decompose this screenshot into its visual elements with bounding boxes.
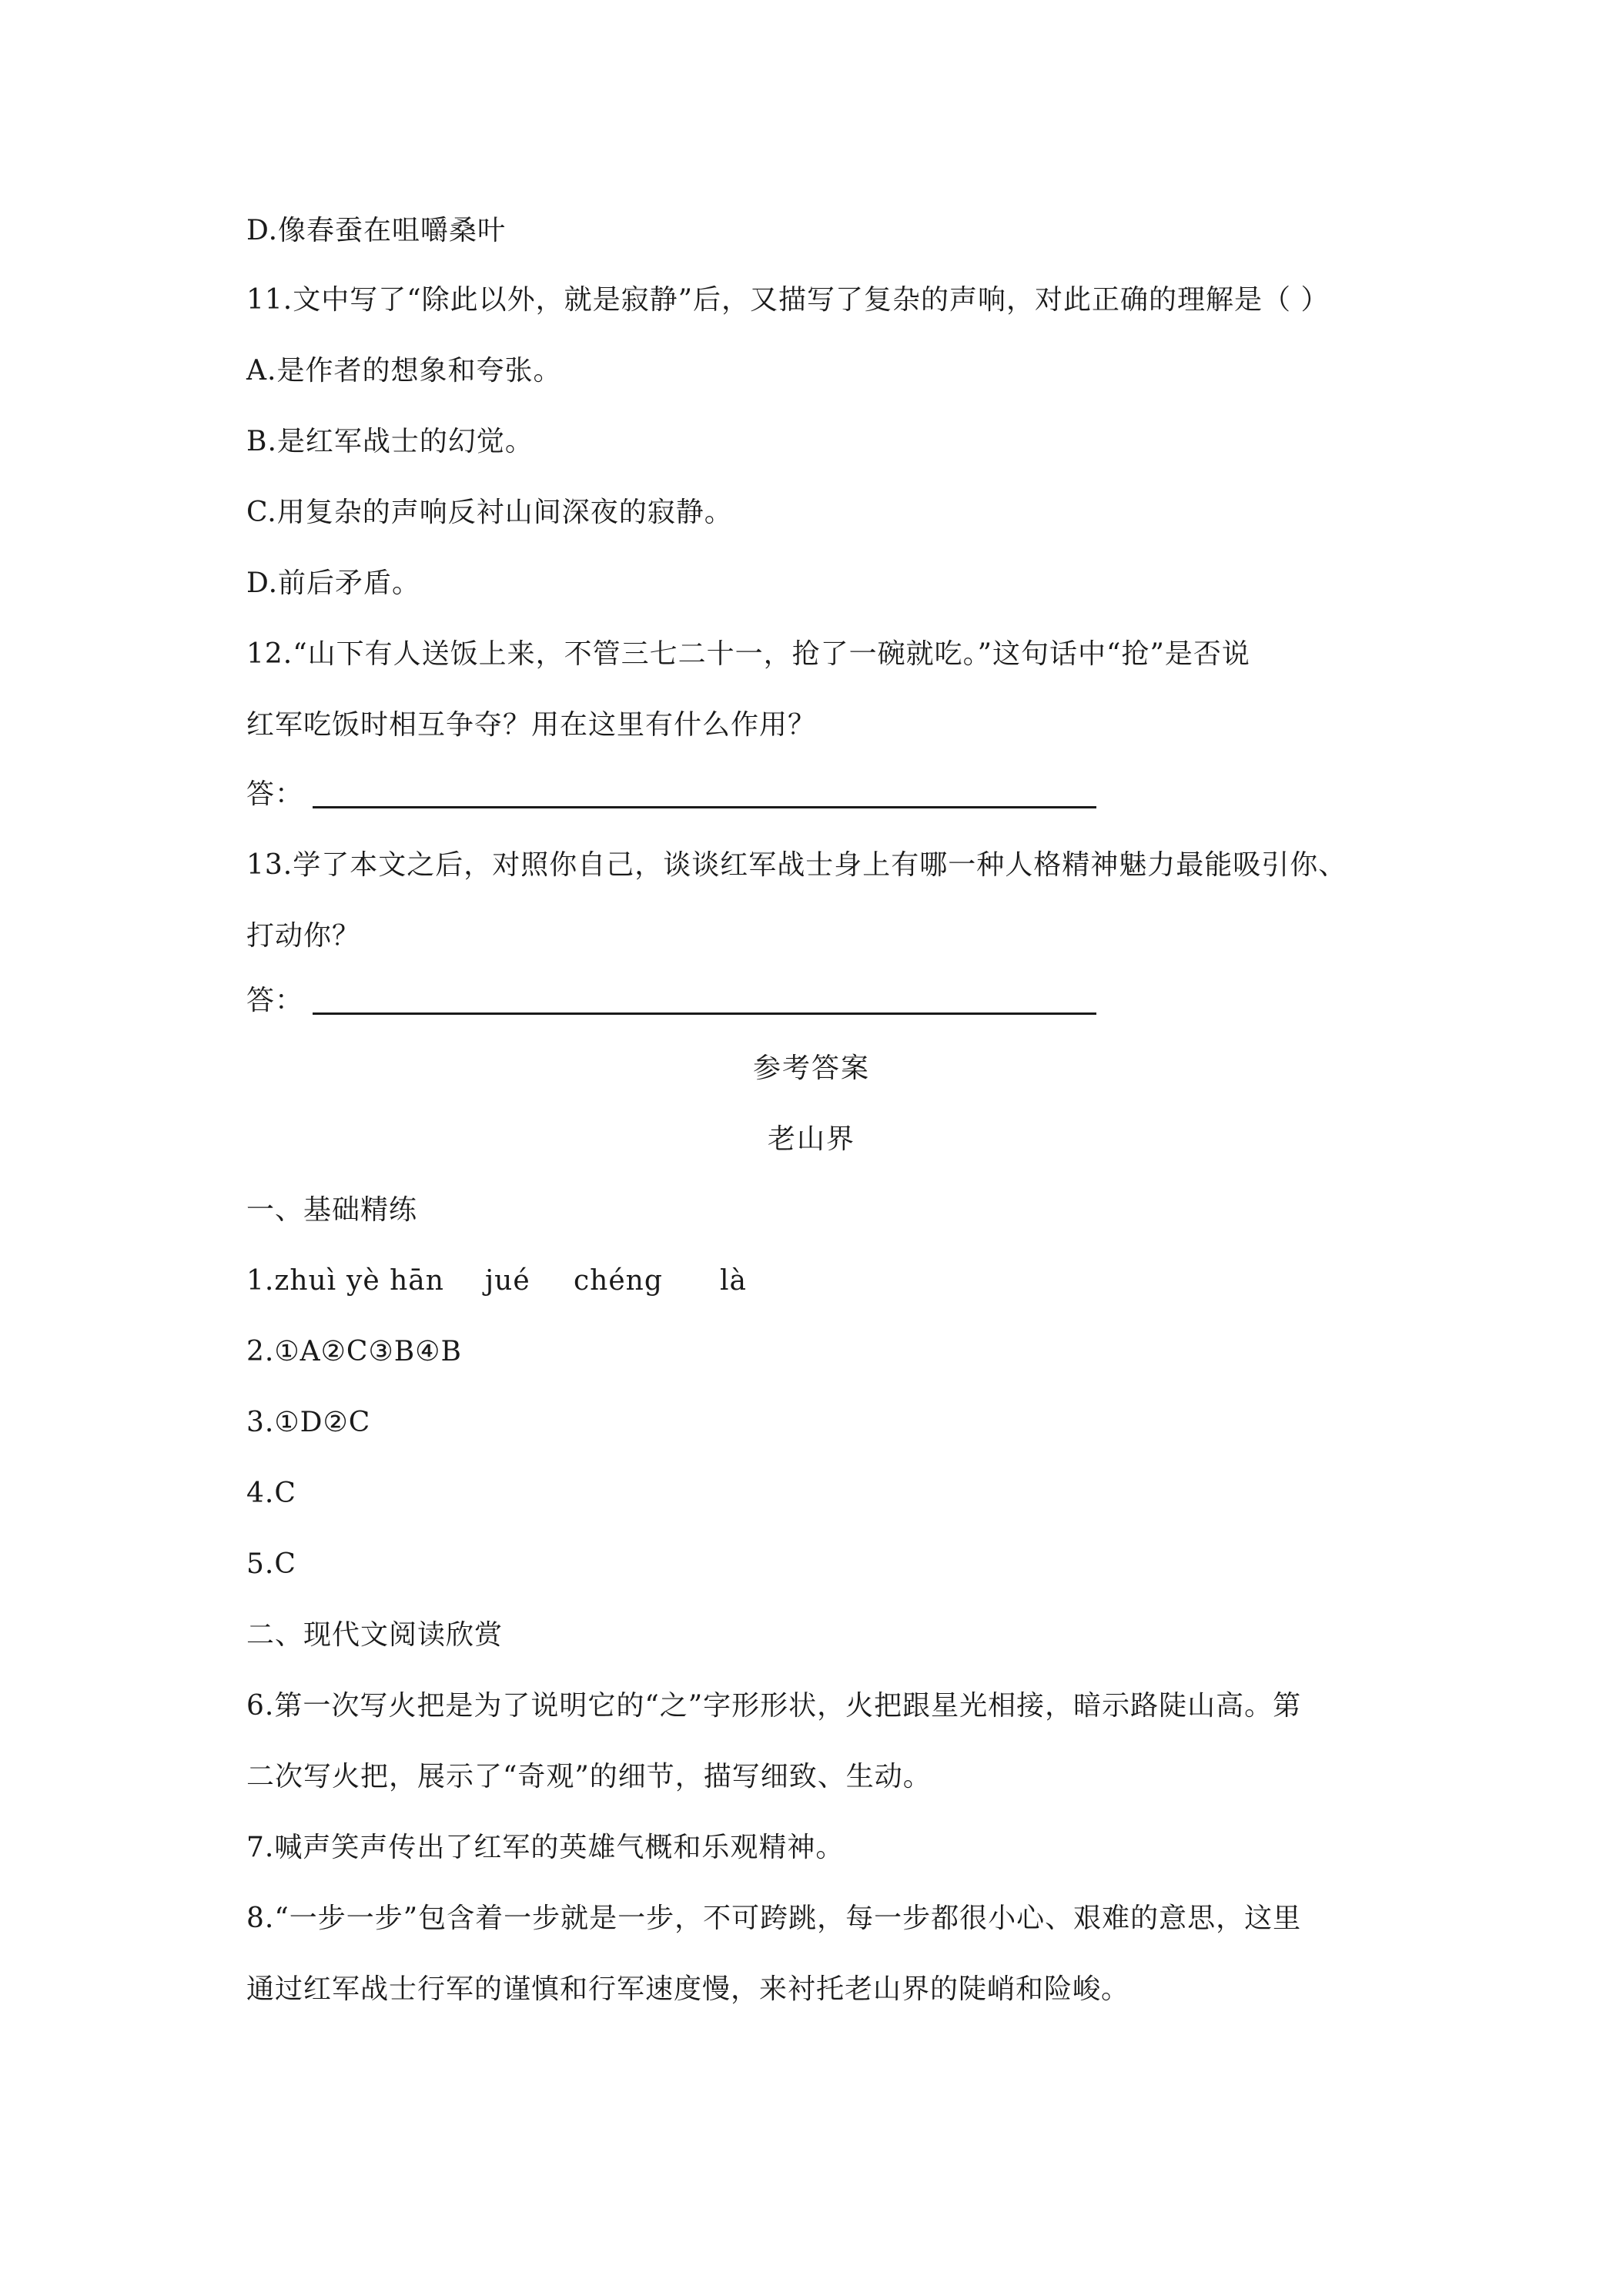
answer-8-line1: 8.“一步一步”包含着一步就是一步，不可跨跳，每一步都很小心、艰难的意思，这里 [246,1903,1302,1934]
q11-option-c: C.用复杂的声响反衬山间深夜的寂静。 [246,497,733,528]
answer-6-line1: 6.第一次写火把是为了说明它的“之”字形形状，火把跟星光相接，暗示路陡山高。第 [246,1690,1302,1722]
q12-answer-row [246,776,1096,813]
pinyin-5: là [720,1265,747,1297]
answer-1-pinyin [246,1263,747,1300]
q12-answer-label: 答： [246,778,304,810]
answer-4: 4.C [246,1478,296,1509]
q13-stem-line1: 13.学了本文之后，对照你自己，谈谈红军战士身上有哪一种人格精神魅力最能吸引你、 [246,849,1347,881]
answers-heading: 参考答案 [752,1053,870,1084]
answer-5: 5.C [246,1548,296,1580]
answer-3: 3.①D②C [246,1407,371,1438]
answers-title: 老山界 [767,1123,855,1155]
q12-stem-line2: 红军吃饭时相互争夺？用在这里有什么作用？ [246,709,817,741]
q12-answer-blank[interactable] [313,806,1096,808]
pinyin-4: chéng [574,1265,663,1297]
q11-option-a: A.是作者的想象和夸张。 [246,355,562,387]
pinyin-3: jué [485,1265,530,1297]
pinyin-1: 1.zhuì [246,1265,337,1297]
answer-8-line2: 通过红军战士行军的谨慎和行军速度慢，来衬托老山界的陡峭和险峻。 [246,1973,1130,2005]
q13-stem-line2: 打动你？ [246,920,361,952]
q13-answer-label: 答： [246,985,304,1016]
pinyin-2: yè hān [346,1265,444,1297]
q13-answer-blank[interactable] [313,1012,1096,1015]
section1-heading: 一、基础精练 [246,1194,418,1226]
answer-7: 7.喊声笑声传出了红军的英雄气概和乐观精神。 [246,1832,845,1863]
q11-option-b: B.是红军战士的幻觉。 [246,426,534,457]
q13-answer-row [246,982,1096,1019]
answer-2: 2.①A②C③B④B [246,1336,462,1367]
answer-6-line2: 二次写火把，展示了“奇观”的细节，描写细致、生动。 [246,1761,932,1792]
q11-option-d: D.前后矛盾。 [246,567,421,599]
q11-stem: 11.文中写了“除此以外，就是寂静”后，又描写了复杂的声响，对此正确的理解是（ ） [246,284,1330,316]
section2-heading: 二、现代文阅读欣赏 [246,1619,504,1651]
q10-option-d: D.像春蚕在咀嚼桑叶 [246,215,507,246]
q12-stem-line1: 12.“山下有人送饭上来，不管三七二十一，抢了一碗就吃。”这句话中“抢”是否说 [246,638,1250,670]
